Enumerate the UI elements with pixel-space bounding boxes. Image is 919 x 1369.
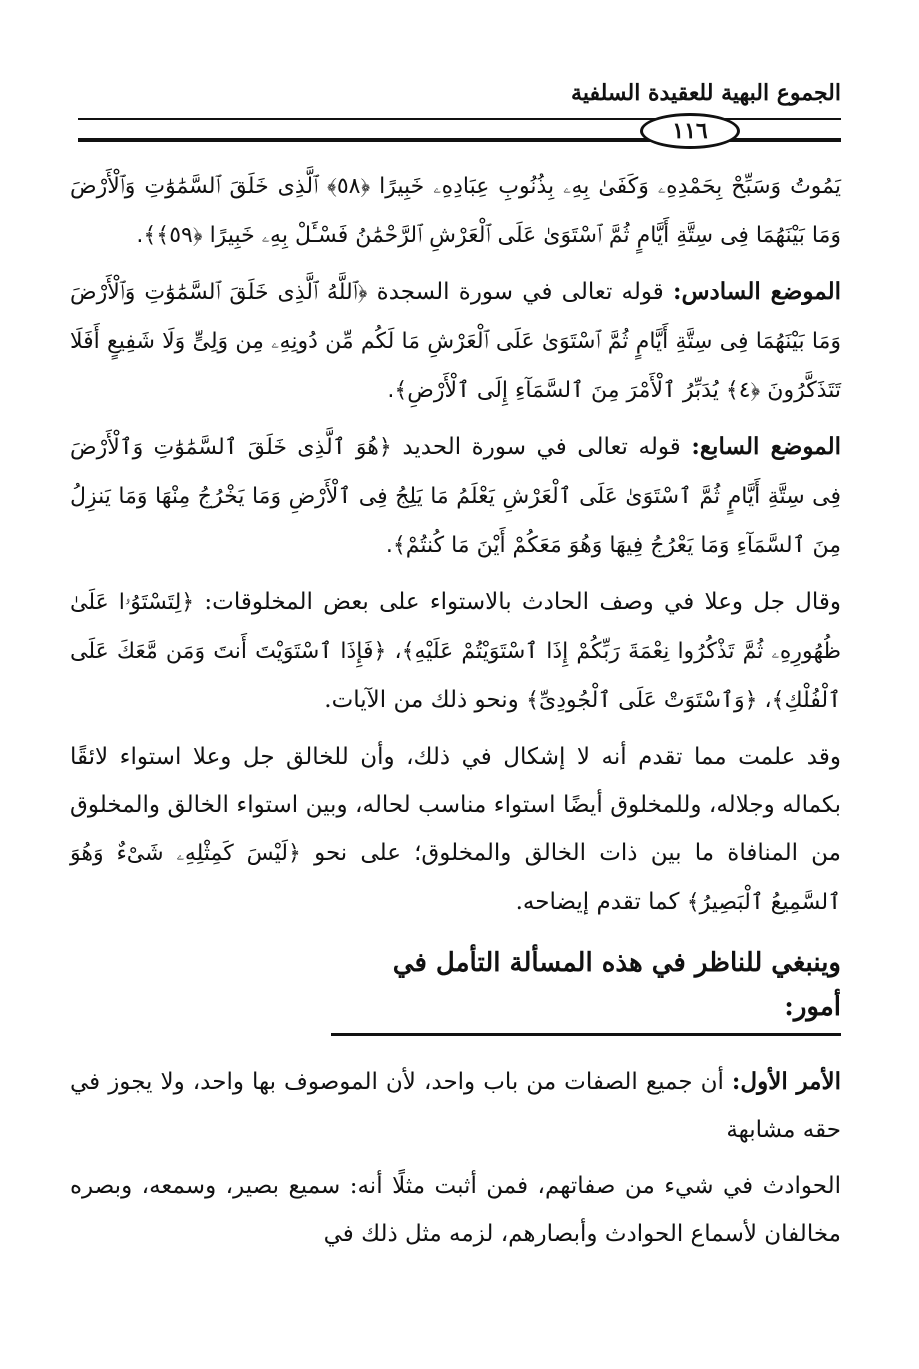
paragraph-lead: الموضع السادس [681, 278, 841, 305]
section-heading: وينبغي للناظر في هذه المسألة التأمل في أمور: [331, 941, 841, 1036]
page-number: ١١٦ [672, 118, 708, 144]
paragraph-text: وقال جل وعلا في وصف الحادث بالاستواء على بعض المخلوقات: [194, 589, 842, 615]
paragraph-lead: الأمر الأول [740, 1068, 841, 1095]
paragraph-intro: قوله تعالى في سورة السجدة [367, 279, 673, 305]
paragraph-verse-continuation [70, 162, 841, 260]
paragraph-text: الحوادث في شيء من صفاتهم، فمن أثبت مثلًا أنه: سميع بصير، وسمعه، وبصره مخالفان لأسماع الحوادث وأبصارهم، لزمه مثل ذلك في [70, 1173, 841, 1247]
quran-verse: ﴿هُوَ ٱلَّذِى خَلَقَ ٱلسَّمَٰوَٰتِ وَٱلْأَرْضَ فِى سِتَّةِ أَيَّامٍ ثُمَّ ٱسْتَوَىٰ عَلَى ٱلْعَرْشِ يَعْلَمُ مَا يَلِجُ فِى ٱلْأَرْضِ وَمَا يَخْرُجُ مِنْهَا وَمَا يَنزِلُ مِنَ ٱلسَّمَآءِ وَمَا يَعْرُجُ فِيهَا وَهُوَ مَعَكُمْ أَيْنَ مَا كُنتُمْ﴾. [70, 435, 841, 558]
paragraph-first-matter [70, 1058, 841, 1154]
colon-separator: : [672, 278, 682, 305]
paragraph-tail: ونحو ذلك من الآيات. [324, 687, 527, 713]
paragraph-seventh-place [70, 423, 841, 570]
running-title: الجموع البهية للعقيدة السلفية [571, 80, 841, 106]
quran-verse: ﴿لَيْسَ كَمِثْلِهِۦ شَىْءٌ وَهُوَ ٱلسَّمِيعُ ٱلْبَصِيرُ﴾ [70, 841, 841, 915]
section-heading-wrap [70, 941, 841, 1036]
paragraph-tail: كما تقدم إيضاحه. [515, 889, 687, 915]
paragraph-lead: الموضع السابع [699, 433, 841, 460]
paragraph-text: أن جميع الصفات من باب واحد، لأن الموصوف بها واحد، ولا يجوز في حقه مشابهة [70, 1069, 841, 1143]
paragraph-created-istiwa [70, 578, 841, 725]
quran-verse: ﴿ٱللَّهُ ٱلَّذِى خَلَقَ ٱلسَّمَٰوَٰتِ وَٱلْأَرْضَ وَمَا بَيْنَهُمَا فِى سِتَّةِ أَيَّامٍ ثُمَّ ٱسْتَوَىٰ عَلَى ٱلْعَرْشِ مَا لَكُم مِّن دُونِهِۦ مِن وَلِىٍّ وَلَا شَفِيعٍ أَفَلَا تَتَذَكَّرُونَ ﴿٤﴾ يُدَبِّرُ ٱلْأَمْرَ مِنَ ٱلسَّمَآءِ إِلَى ٱلْأَرْضِ﴾. [70, 280, 841, 403]
page-number-badge [640, 113, 740, 149]
paragraph-sixth-place [70, 268, 841, 415]
paragraph-text: وقد علمت مما تقدم أنه لا إشكال في ذلك، وأن للخالق جل وعلا استواء لائقًا بكماله وجلاله، وللمخلوق أيضًا استواء مناسب لحاله، وبين استواء الخالق والمخلوق من المنافاة ما بين ذات الخالق والمخلوق؛ على نحو [70, 744, 841, 866]
colon-separator: : [731, 1068, 741, 1095]
quran-verse: يَمُوتُ وَسَبِّحْ بِحَمْدِهِۦ وَكَفَىٰ بِهِۦ بِذُنُوبِ عِبَادِهِۦ خَبِيرًا ﴿٥٨﴾ ٱلَّذِى خَلَقَ ٱلسَّمَٰوَٰتِ وَٱلْأَرْضَ وَمَا بَيْنَهُمَا فِى سِتَّةِ أَيَّامٍ ثُمَّ ٱسْتَوَىٰ عَلَى ٱلْعَرْشِ ٱلرَّحْمَٰنُ فَسْـَٔلْ بِهِۦ خَبِيرًا ﴿٥٩﴾﴾. [70, 174, 841, 248]
paragraph-intro: قوله تعالى في سورة الحديد [391, 434, 692, 460]
page-body [70, 162, 841, 1266]
quran-verses: ﴿لِتَسْتَوُۥا عَلَىٰ ظُهُورِهِۦ ثُمَّ تَذْكُرُوا نِعْمَةَ رَبِّكُمْ إِذَا ٱسْتَوَيْتُمْ عَلَيْهِ﴾، ﴿فَإِذَا ٱسْتَوَيْتَ أَنتَ وَمَن مَّعَكَ عَلَى ٱلْفُلْكِ﴾، ﴿وَٱسْتَوَتْ عَلَى ٱلْجُودِىِّ﴾ [70, 590, 841, 713]
paragraph-explanation [70, 733, 841, 927]
colon-separator: : [691, 433, 700, 460]
paragraph-continuation [70, 1162, 841, 1258]
